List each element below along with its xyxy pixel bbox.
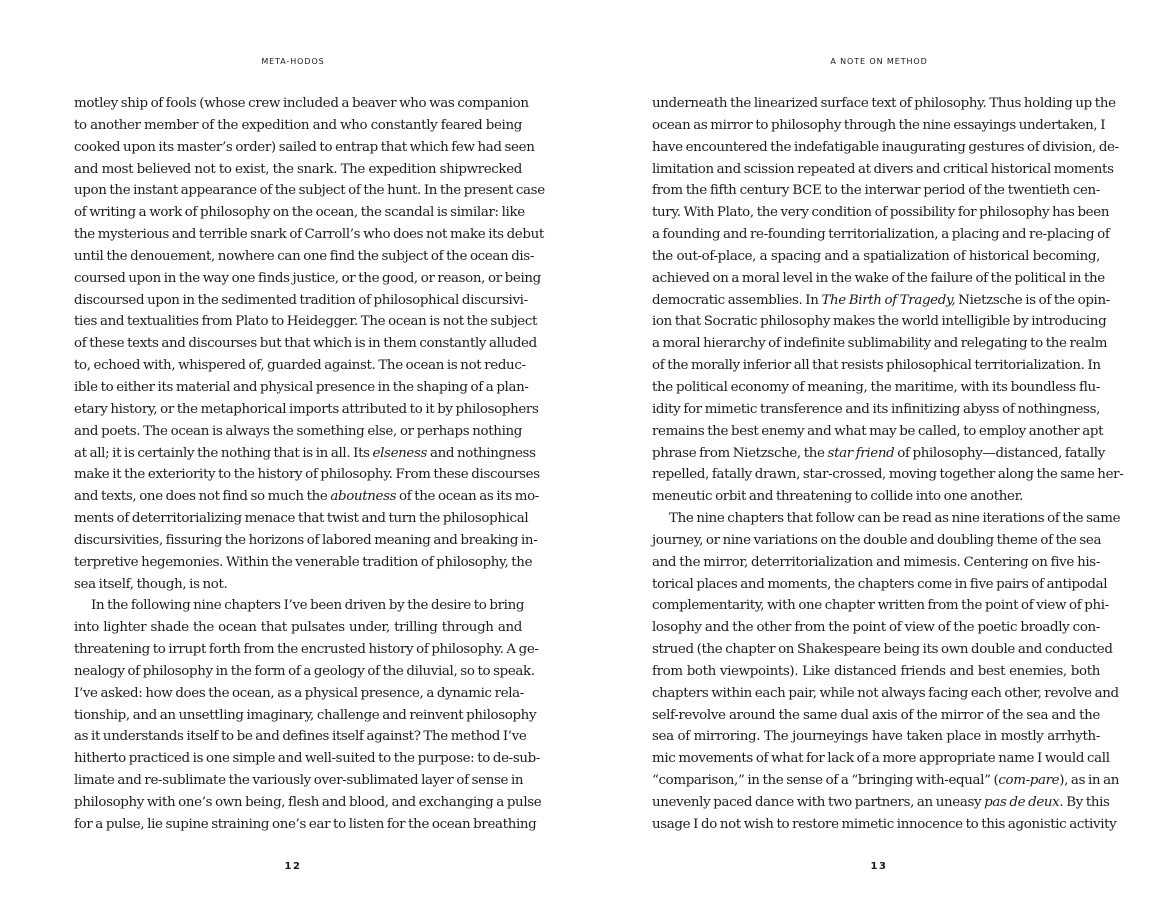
- text-run: into lighter shade the ocean that pulsates under, trilling through and: [74, 620, 522, 636]
- text-run: discoursed upon in the sedimented tradition of philosophical discursivi-: [74, 292, 528, 308]
- text-run: strued (the chapter on Shakespeare being its own double and conducted: [652, 642, 1113, 658]
- text-line: [74, 726, 527, 748]
- text-run: unevenly paced dance with two partners, an uneasy: [652, 795, 985, 810]
- text-run: meneutic orbit and threatening to collide into one another.: [652, 489, 1024, 505]
- text-run: limitation and scission repeated at divers and critical historical moments: [652, 161, 1114, 177]
- italic-phrase: The Birth of Tragedy,: [821, 292, 956, 308]
- text-run: of philosophy—distanced, fatally: [894, 445, 1105, 461]
- text-run: and the mirror, deterritorialization and mimesis. Centering on five his-: [652, 554, 1100, 570]
- text-line: [652, 792, 1110, 814]
- text-run: ocean as mirror to philosophy through the nine essayings undertaken, I: [652, 117, 1106, 133]
- text-line: [74, 792, 542, 814]
- text-line: [74, 530, 538, 552]
- text-run: coursed upon in the way one finds justice, or the good, or reason, or being: [74, 270, 541, 286]
- text-line: [652, 552, 1100, 574]
- text-run: “comparison,” in the sense of a “bringing with-equal” (: [652, 773, 999, 789]
- text-line: [652, 137, 1119, 159]
- text-line: [652, 421, 1104, 443]
- text-run: hitherto practiced is one simple and well-suited to the purpose: to de-sub-: [74, 751, 541, 767]
- text-run: tionship, and an unsettling imaginary, challenge and reinvent philosophy: [74, 707, 537, 723]
- text-line: [74, 93, 529, 115]
- text-run: losophy and the other from the point of view of the poetic broadly con-: [652, 620, 1100, 636]
- text-line: [74, 311, 538, 333]
- text-run: limate and re-sublimate the variously over-sublimated layer of sense in: [74, 773, 524, 789]
- running-head-left: META-HODOS: [261, 57, 325, 66]
- text-run: terpretive hegemonies. Within the venerable tradition of philosophy, the: [74, 554, 533, 570]
- text-run: philosophy with one’s own being, flesh and blood, and exchanging a pulse: [74, 795, 542, 810]
- text-line: [652, 443, 1105, 465]
- text-run: upon the instant appearance of the subject of the hunt. In the present case: [74, 183, 545, 199]
- text-run: make it the exteriority to the history of philosophy. From these discourses: [74, 467, 540, 483]
- text-line: [652, 595, 1109, 617]
- text-line: [74, 224, 544, 246]
- italic-phrase: star friend: [827, 445, 895, 461]
- text-line: [652, 639, 1113, 661]
- text-line: [652, 202, 1110, 224]
- text-run: of writing a work of philosophy on the ocean, the scandal is similar: like: [74, 205, 525, 221]
- text-line: [652, 115, 1106, 137]
- text-line: [74, 617, 522, 639]
- italic-phrase: pas de deux: [984, 795, 1060, 810]
- text-run: of the ocean as its mo-: [396, 489, 539, 505]
- text-run: idity for mimetic transference and its infinitizing abyss of nothingness,: [652, 401, 1100, 417]
- text-run: the mysterious and terrible snark of Carroll’s who does not make its debut: [74, 227, 544, 243]
- page-number-right: 13: [870, 861, 888, 872]
- text-run: democratic assemblies. In: [652, 292, 822, 308]
- text-run: ments of deterritorializing menace that twist and turn the philosophical: [74, 511, 529, 527]
- text-line: [652, 377, 1100, 399]
- text-run: torical places and moments, the chapters come in five pairs of antipodal: [652, 576, 1108, 592]
- italic-phrase: aboutness: [330, 489, 397, 505]
- text-line: [74, 770, 522, 792]
- text-line: [652, 486, 1100, 508]
- text-run: sea itself, though, is not.: [74, 576, 228, 592]
- text-line: [652, 705, 1100, 727]
- text-line: [74, 202, 525, 224]
- text-line: [74, 814, 537, 836]
- page-number-left: 12: [284, 861, 302, 872]
- text-line: [652, 726, 1100, 748]
- text-line: [74, 333, 537, 355]
- text-run: nealogy of philosophy in the form of a geology of the diluvial, so to speak.: [74, 663, 535, 679]
- text-line: [74, 508, 529, 530]
- text-run: at all; it is certainly the nothing that is in all. Its: [74, 445, 373, 461]
- text-line: [652, 246, 1100, 268]
- right-page: [586, 0, 1172, 912]
- text-run: tury. With Plato, the very condition of possibility for philosophy has been: [652, 205, 1110, 221]
- text-run: ion that Socratic philosophy makes the world intelligible by introducing: [652, 314, 1107, 330]
- text-run: and nothingness: [427, 445, 536, 461]
- text-run: The nine chapters that follow can be read as nine iterations of the same: [669, 511, 1121, 527]
- text-run: and most believed not to exist, the snark. The expedition shipwrecked: [74, 161, 522, 177]
- text-run: have encountered the indefatigable inaugurating gestures of division, de-: [652, 139, 1119, 155]
- text-line: [74, 486, 539, 508]
- text-line: [74, 355, 526, 377]
- text-run: until the denouement, nowhere can one find the subject of the ocean dis-: [74, 248, 535, 264]
- text-line: [74, 246, 535, 268]
- text-line: [652, 159, 1114, 181]
- text-run: self-revolve around the same dual axis of the mirror of the sea and the: [652, 707, 1100, 723]
- text-run: a moral hierarchy of indefinite sublimability and relegating to the realm: [652, 336, 1108, 352]
- text-run: from the fifth century BCE to the interwar period of the twentieth cen-: [652, 183, 1100, 199]
- left-page-body: [74, 93, 545, 836]
- text-line: [74, 268, 541, 290]
- text-line: [74, 290, 528, 312]
- text-run: to, echoed with, whispered of, guarded against. The ocean is not reduc-: [74, 358, 526, 374]
- text-line: [74, 399, 539, 421]
- text-run: underneath the linearized surface text of philosophy. Thus holding up the: [652, 96, 1116, 111]
- text-line: [652, 333, 1108, 355]
- text-run: complementarity, with one chapter written from the point of view of phi-: [652, 598, 1109, 614]
- text-line: [652, 290, 1110, 312]
- text-line: [652, 683, 1119, 705]
- text-run: journey, or nine variations on the double and doubling theme of the sea: [652, 532, 1102, 548]
- text-run: and poets. The ocean is always the something else, or perhaps nothing: [74, 423, 522, 439]
- text-line: [74, 552, 533, 574]
- text-run: for a pulse, lie supine straining one’s ear to listen for the ocean breathing: [74, 816, 537, 832]
- text-run: of these texts and discourses but that which is in them constantly alluded: [74, 336, 537, 352]
- text-run: I’ve asked: how does the ocean, as a physical presence, a dynamic rela-: [74, 685, 524, 701]
- text-line: [652, 399, 1100, 421]
- text-run: ties and textualities from Plato to Heidegger. The ocean is not the subject: [74, 314, 538, 330]
- text-run: a founding and re-founding territorialization, a placing and re-placing of: [652, 227, 1110, 243]
- text-line: [652, 530, 1100, 552]
- text-line: [74, 115, 522, 137]
- text-line: [652, 93, 1116, 115]
- text-run: the out-of-place, a spacing and a spatialization of historical becoming,: [652, 248, 1100, 264]
- text-line: [74, 748, 541, 770]
- text-run: chapters within each pair, while not always facing each other, revolve and: [652, 685, 1119, 701]
- right-page-body: [652, 93, 1124, 836]
- text-run: of the morally inferior all that resists philosophical territorialization. In: [652, 358, 1101, 374]
- text-run: the political economy of meaning, the maritime, with its boundless flu-: [652, 379, 1100, 395]
- text-line: [652, 748, 1110, 770]
- text-run: ), as in an: [1059, 773, 1120, 789]
- text-run: In the following nine chapters I’ve been driven by the desire to bring: [91, 598, 525, 614]
- text-run: usage I do not wish to restore mimetic innocence to this agonistic activity: [652, 816, 1117, 832]
- text-run: sea of mirroring. The journeyings have taken place in mostly arrhyth-: [652, 729, 1100, 745]
- text-line: [652, 311, 1107, 333]
- text-line: [74, 705, 537, 727]
- text-line: [652, 770, 1120, 792]
- text-line: [74, 595, 525, 617]
- text-line: [652, 661, 1100, 683]
- text-line: [652, 355, 1100, 377]
- text-run: mic movements of what for lack of a more appropriate name I would call: [652, 751, 1110, 767]
- text-line: [652, 617, 1100, 639]
- text-run: as it understands itself to be and defines itself against? The method I’ve: [74, 729, 527, 745]
- text-line: [74, 443, 536, 465]
- text-line: [652, 574, 1108, 596]
- text-run: . By this: [1059, 795, 1110, 810]
- text-line: [74, 574, 522, 596]
- text-run: threatening to irrupt forth from the encrusted history of philosophy. A ge-: [74, 642, 539, 658]
- text-line: [74, 377, 529, 399]
- text-run: motley ship of fools (whose crew included a beaver who was companion: [74, 96, 529, 111]
- text-run: phrase from Nietzsche, the: [652, 445, 828, 461]
- text-line: [652, 268, 1105, 290]
- italic-phrase: com-pare: [998, 773, 1060, 789]
- text-run: achieved on a moral level in the wake of the failure of the political in the: [652, 270, 1105, 286]
- text-line: [652, 814, 1117, 836]
- text-run: and texts, one does not find so much the: [74, 489, 331, 505]
- text-run: remains the best enemy and what may be called, to employ another apt: [652, 423, 1104, 439]
- text-line: [74, 639, 539, 661]
- text-line: [652, 224, 1110, 246]
- text-line: [74, 421, 522, 443]
- text-run: to another member of the expedition and who constantly feared being: [74, 117, 522, 133]
- text-line: [74, 683, 522, 705]
- italic-phrase: elseness: [372, 445, 428, 461]
- text-line: [652, 464, 1124, 486]
- text-run: discursivities, fissuring the horizons of labored meaning and breaking in-: [74, 532, 538, 548]
- text-run: ible to either its material and physical presence in the shaping of a plan-: [74, 379, 529, 395]
- text-run: repelled, fatally drawn, star-crossed, moving together along the same her-: [652, 467, 1124, 483]
- text-run: Nietzsche is of the opin-: [955, 292, 1110, 308]
- text-line: [74, 137, 535, 159]
- text-run: cooked upon its master’s order) sailed to entrap that which few had seen: [74, 139, 535, 155]
- text-line: [74, 661, 535, 683]
- text-line: [652, 508, 1121, 530]
- text-line: [74, 464, 540, 486]
- text-line: [74, 159, 522, 181]
- running-head-right: A NOTE ON METHOD: [830, 57, 928, 66]
- text-line: [74, 180, 545, 202]
- text-run: from both viewpoints). Like distanced friends and best enemies, both: [652, 663, 1100, 679]
- text-line: [652, 180, 1100, 202]
- text-run: etary history, or the metaphorical imports attributed to it by philosophers: [74, 401, 539, 417]
